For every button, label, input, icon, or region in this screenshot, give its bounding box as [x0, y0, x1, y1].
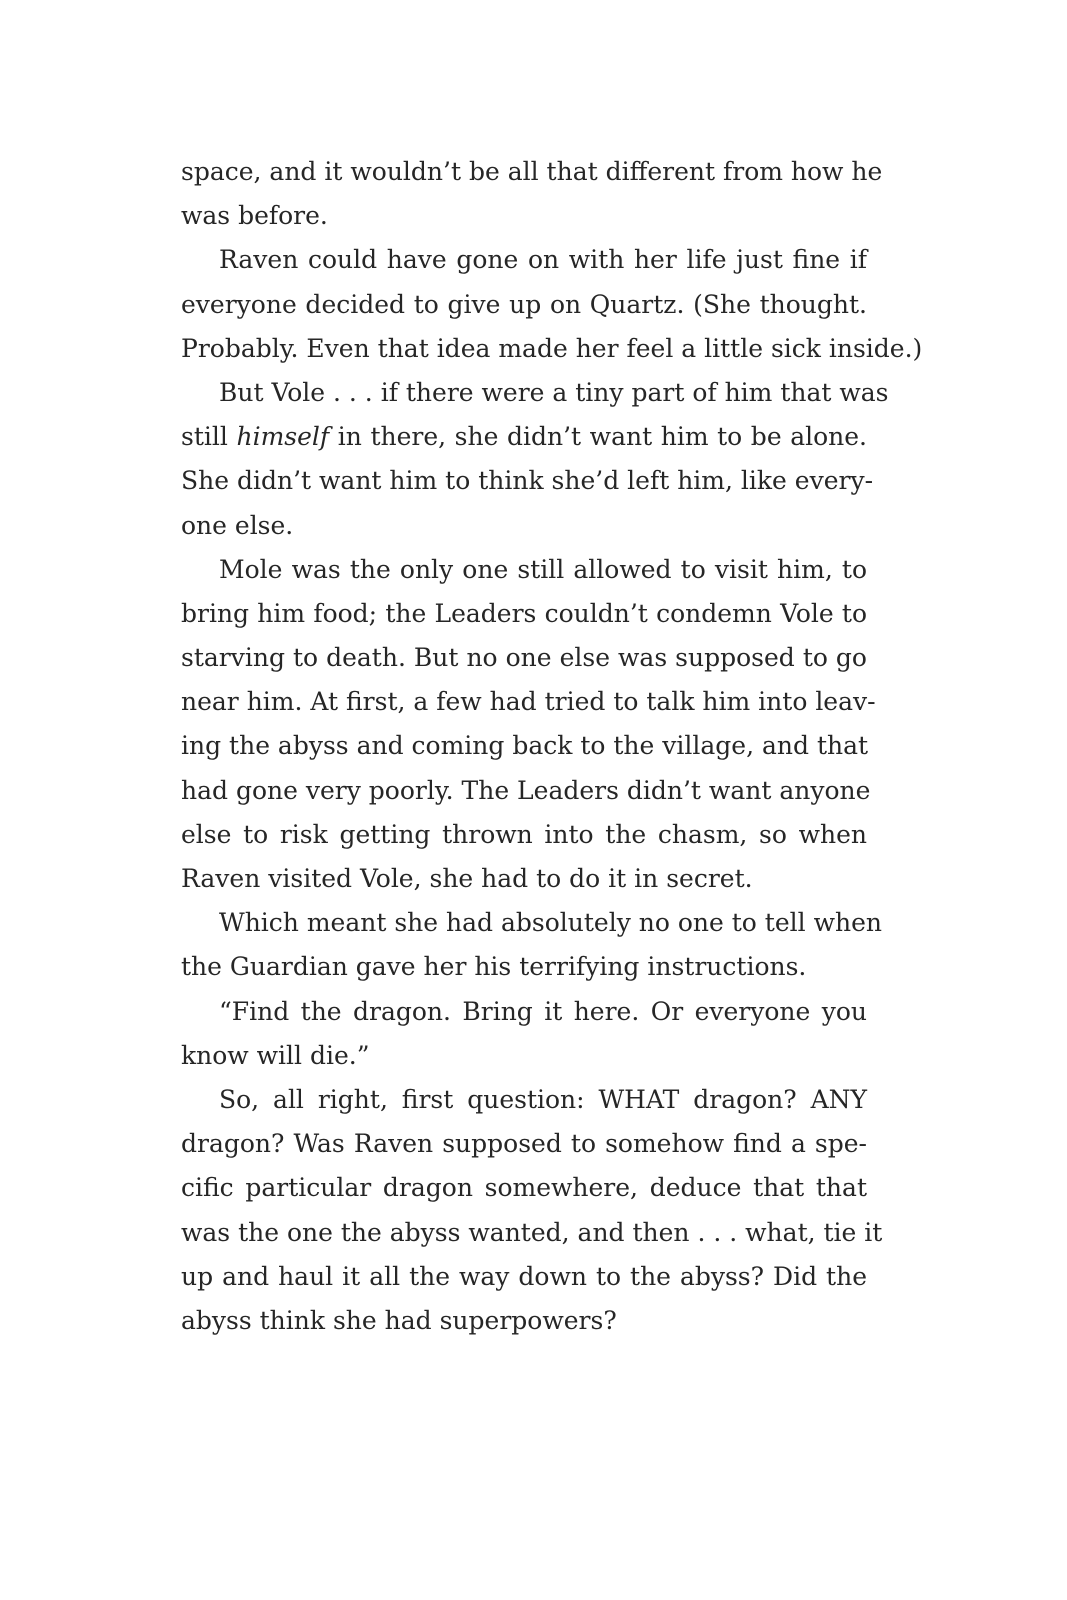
text-line: space, and it wouldn’t be all that different from how he: [181, 157, 883, 186]
text-line: near him. At first, a few had tried to talk him into leav-: [181, 687, 876, 717]
text-line: “Find the dragon. Bring it here. Or everyone you: [219, 996, 867, 1026]
text-line: everyone decided to give up on Quartz. (She thought.: [181, 289, 867, 319]
text-line: know will die.”: [181, 1040, 370, 1070]
text-line: Mole was the only one still allowed to visit him, to: [219, 554, 867, 584]
text-line: had gone very poorly. The Leaders didn’t want anyone: [181, 775, 871, 805]
text-line: Which meant she had absolutely no one to tell when: [219, 908, 882, 938]
text-line: She didn’t want him to think she’d left him, like every-: [181, 466, 874, 496]
emphasized-word: himself: [236, 422, 330, 452]
text-line: was the one the abyss wanted, and then . . . what, tie it: [181, 1217, 883, 1247]
text-line: dragon? Was Raven supposed to somehow find a spe-: [181, 1129, 867, 1159]
text-line: bring him food; the Leaders couldn’t condemn Vole to: [181, 598, 867, 628]
text-line: starving to death. But no one else was supposed to go: [181, 643, 867, 673]
text-line: was before.: [181, 201, 328, 231]
text-line: up and haul it all the way down to the abyss? Did the: [181, 1261, 867, 1291]
text-line: [181, 415, 867, 459]
text-line: But Vole . . . if there were a tiny part of him that was: [219, 377, 889, 407]
text-line: Probably. Even that idea made her feel a little sick inside.): [181, 333, 923, 363]
text-line: the Guardian gave her his terrifying instructions.: [181, 952, 807, 982]
text-line: abyss think she had superpowers?: [181, 1305, 617, 1335]
text-line: cific particular dragon somewhere, deduce that that: [181, 1173, 867, 1203]
book-page-text: [181, 150, 923, 1343]
text-line: Raven visited Vole, she had to do it in secret.: [181, 864, 753, 893]
text-line: ing the abyss and coming back to the village, and that: [181, 731, 869, 761]
text-fragment: still: [181, 422, 237, 452]
text-line: So, all right, first question: WHAT dragon? ANY: [219, 1084, 867, 1114]
text-line: Raven could have gone on with her life just fine if: [219, 245, 867, 275]
text-line: else to risk getting thrown into the chasm, so when: [181, 819, 867, 849]
text-line: one else.: [181, 510, 294, 540]
text-fragment: in there, she didn’t want him to be alone.: [329, 422, 867, 452]
